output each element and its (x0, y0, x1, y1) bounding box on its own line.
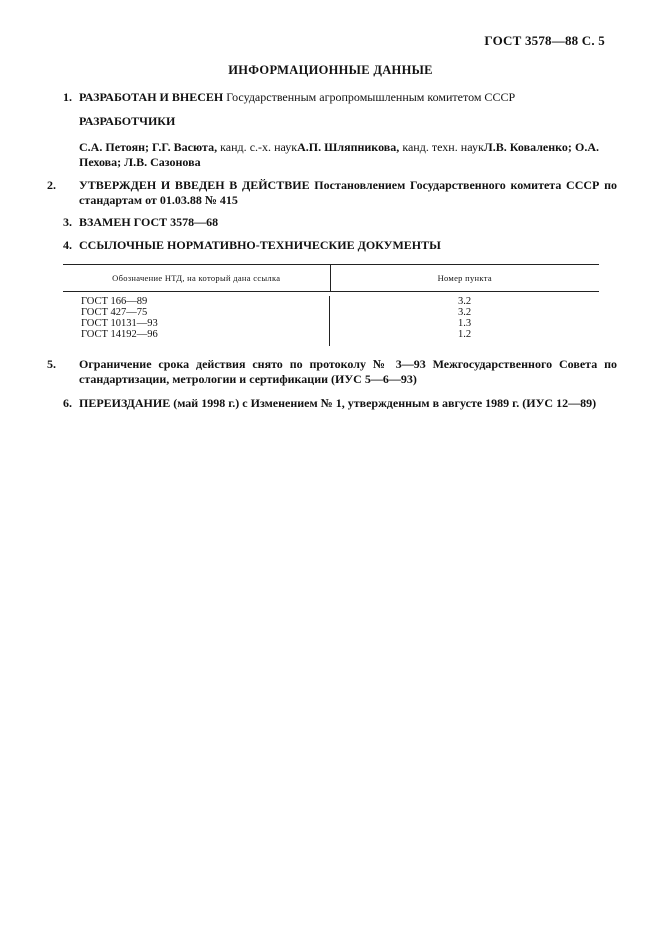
item-5-number: 5. (47, 357, 56, 371)
item-6-heading: ПЕРЕИЗДАНИЕ (май 1998 г.) с Изменением № 1, утвержденным в августе 1989 г. (ИУС 12—89) (79, 396, 597, 410)
table-cell-clause: 1.3 (457, 318, 472, 329)
table-cell-designation: ГОСТ 10131—93 (81, 318, 158, 329)
item-6-number: 6. (63, 396, 72, 410)
developer-names-3: Л.В. Коваленко; О.А. Пехова; Л.В. Сазонова (79, 140, 599, 169)
table-cell-clause: 3.2 (457, 296, 472, 307)
section-title: ИНФОРМАЦИОННЫЕ ДАННЫЕ (228, 63, 433, 77)
item-1 (63, 90, 601, 105)
item-2 (47, 178, 618, 208)
item-3-number: 3. (63, 215, 72, 229)
table-body (63, 292, 599, 346)
item-1-number: 1. (63, 90, 72, 104)
item-3 (63, 215, 601, 230)
table-cell-designation: ГОСТ 166—89 (81, 296, 148, 307)
table-header-designation: Обозначение НТД, на который дана ссылка (63, 265, 331, 291)
clause-column (330, 296, 599, 346)
item-4 (63, 238, 601, 253)
item-4-number: 4. (63, 238, 72, 252)
designation-column (63, 296, 330, 346)
item-2-text: Постановлением Государственного комитета СССР по стандартам от 01.03.88 № 415 (79, 178, 618, 207)
item-5 (47, 357, 617, 387)
developer-degree-2: канд. техн. наук (399, 140, 484, 154)
developers-list (79, 140, 599, 170)
item-4-heading: ССЫЛОЧНЫЕ НОРМАТИВНО-ТЕХНИЧЕСКИЕ ДОКУМЕНТЫ (79, 238, 441, 252)
table-cell-designation: ГОСТ 14192—96 (81, 329, 158, 340)
references-table (63, 264, 599, 346)
item-1-heading: РАЗРАБОТАН И ВНЕСЕН (79, 90, 224, 104)
table-header-clause: Номер пункта (437, 273, 492, 283)
item-2-number: 2. (47, 178, 56, 192)
page-header: ГОСТ 3578—88 С. 5 (484, 33, 605, 48)
item-3-heading: ВЗАМЕН ГОСТ 3578—68 (79, 215, 219, 229)
developer-names-1: С.А. Петоян; Г.Г. Васюта, (79, 140, 218, 154)
item-1-text: Государственным агропромышленным комитетом СССР (223, 90, 516, 104)
item-2-heading: УТВЕРЖДЕН И ВВЕДЕН В ДЕЙСТВИЕ (79, 178, 310, 192)
developer-degree-1: канд. с.-х. наук (217, 140, 298, 154)
developer-names-2: А.П. Шляпникова, (297, 140, 400, 154)
developers-heading: РАЗРАБОТЧИКИ (79, 114, 176, 128)
table-cell-designation: ГОСТ 427—75 (81, 307, 148, 318)
table-cell-clause: 1.2 (457, 329, 472, 340)
item-6 (63, 396, 601, 411)
item-5-heading: Ограничение срока действия снято по протоколу № 3—93 Межгосударственного Совета по стандартизации, метрологии и сертификации (ИУС 5—6—93) (79, 357, 617, 386)
table-header (63, 264, 599, 292)
table-cell-clause: 3.2 (457, 307, 472, 318)
